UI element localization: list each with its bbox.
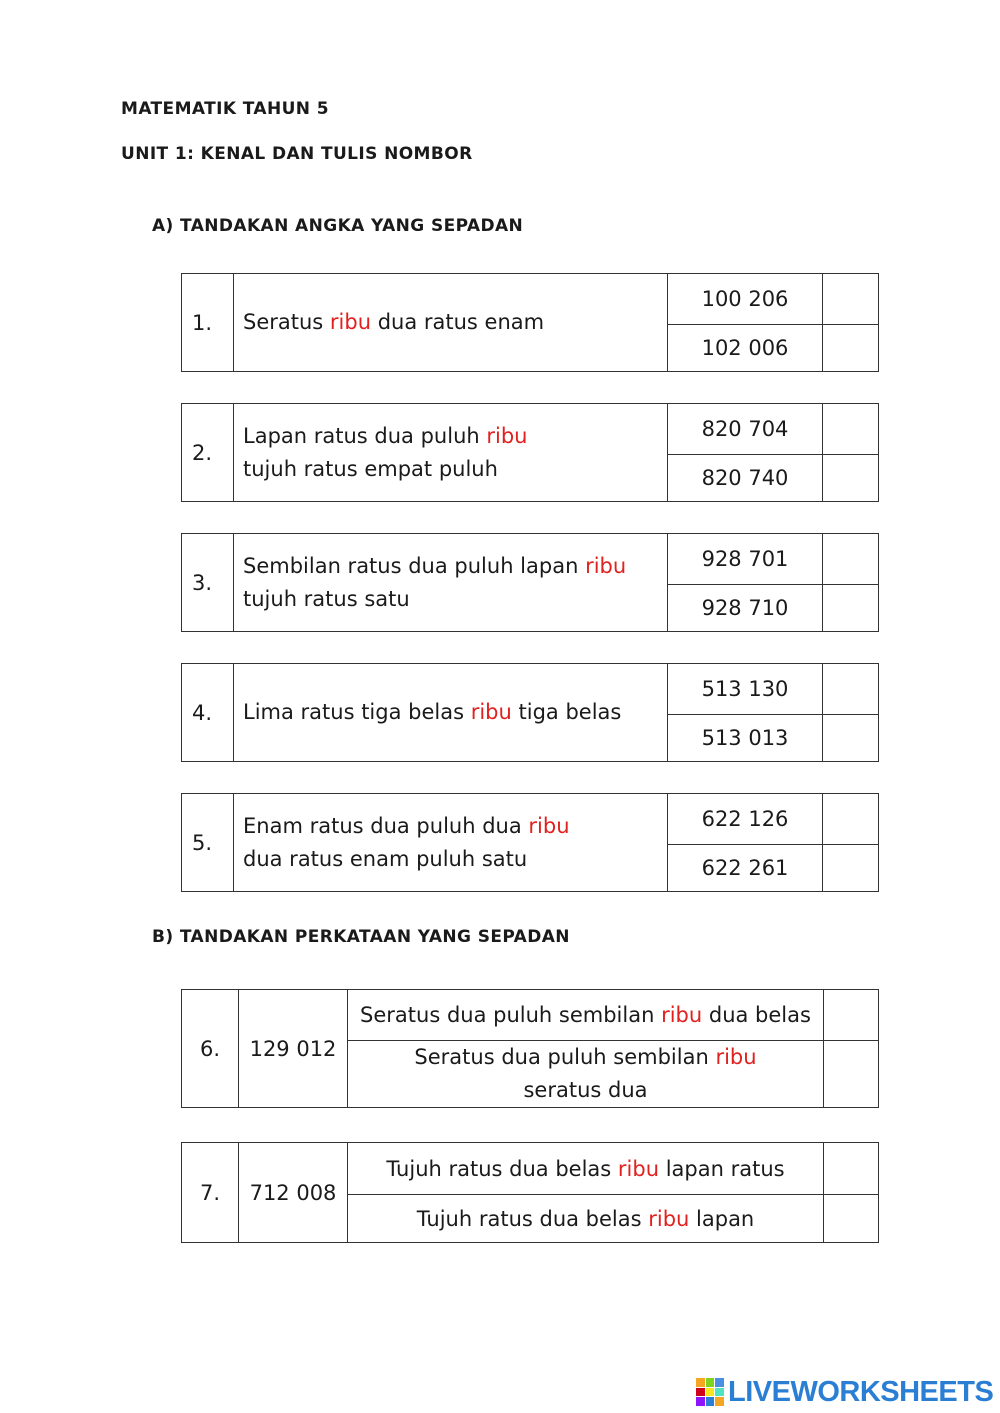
option-number: 928 701: [668, 534, 823, 585]
question-6: [181, 989, 879, 1108]
section-b-title: B) TANDAKAN PERKATAAN YANG SEPADAN: [152, 927, 570, 947]
option-number: 820 704: [668, 404, 823, 455]
question-number: 7.: [182, 1143, 239, 1243]
option-number: 513 130: [668, 664, 823, 715]
tick-box[interactable]: [823, 455, 879, 502]
option-words: Seratus dua puluh sembilan ribu seratus dua: [348, 1041, 824, 1108]
question-number: 5.: [182, 794, 234, 892]
question-7: [181, 1142, 879, 1243]
question-value: 712 008: [239, 1143, 348, 1243]
tick-box[interactable]: [824, 990, 879, 1041]
question-number: 4.: [182, 664, 234, 762]
question-number: 2.: [182, 404, 234, 502]
question-text: Seratus ribu dua ratus enam: [234, 274, 668, 372]
tick-box[interactable]: [823, 845, 879, 892]
tick-box[interactable]: [823, 715, 879, 762]
tick-box[interactable]: [823, 534, 879, 585]
question-text: Lapan ratus dua puluh ribu tujuh ratus empat puluh: [234, 404, 668, 502]
tick-box[interactable]: [824, 1143, 879, 1195]
option-number: 102 006: [668, 325, 823, 372]
tick-box[interactable]: [823, 274, 879, 325]
question-4: [181, 663, 879, 762]
option-words: Tujuh ratus dua belas ribu lapan: [348, 1195, 824, 1243]
tick-box[interactable]: [824, 1041, 879, 1108]
unit-title: UNIT 1: KENAL DAN TULIS NOMBOR: [121, 144, 473, 164]
option-number: 622 126: [668, 794, 823, 845]
question-number: 3.: [182, 534, 234, 632]
question-value: 129 012: [239, 990, 348, 1108]
worksheet-title: MATEMATIK TAHUN 5: [121, 99, 329, 119]
question-text: Lima ratus tiga belas ribu tiga belas: [234, 664, 668, 762]
option-words: Seratus dua puluh sembilan ribu dua belas: [348, 990, 824, 1041]
question-number: 1.: [182, 274, 234, 372]
liveworksheets-icon: [696, 1378, 724, 1406]
option-number: 513 013: [668, 715, 823, 762]
option-words: Tujuh ratus dua belas ribu lapan ratus: [348, 1143, 824, 1195]
question-1: [181, 273, 879, 372]
tick-box[interactable]: [823, 664, 879, 715]
question-3: [181, 533, 879, 632]
question-5: [181, 793, 879, 892]
question-number: 6.: [182, 990, 239, 1108]
question-2: [181, 403, 879, 502]
section-a-title: A) TANDAKAN ANGKA YANG SEPADAN: [152, 216, 524, 236]
brand-name: LIVEWORKSHEETS: [728, 1375, 994, 1408]
liveworksheets-logo[interactable]: [696, 1374, 993, 1410]
question-text: Sembilan ratus dua puluh lapan ribu tujuh ratus satu: [234, 534, 668, 632]
tick-box[interactable]: [823, 325, 879, 372]
option-number: 622 261: [668, 845, 823, 892]
option-number: 820 740: [668, 455, 823, 502]
tick-box[interactable]: [823, 404, 879, 455]
question-text: Enam ratus dua puluh dua ribu dua ratus enam puluh satu: [234, 794, 668, 892]
tick-box[interactable]: [823, 794, 879, 845]
option-number: 100 206: [668, 274, 823, 325]
option-number: 928 710: [668, 585, 823, 632]
tick-box[interactable]: [823, 585, 879, 632]
tick-box[interactable]: [824, 1195, 879, 1243]
